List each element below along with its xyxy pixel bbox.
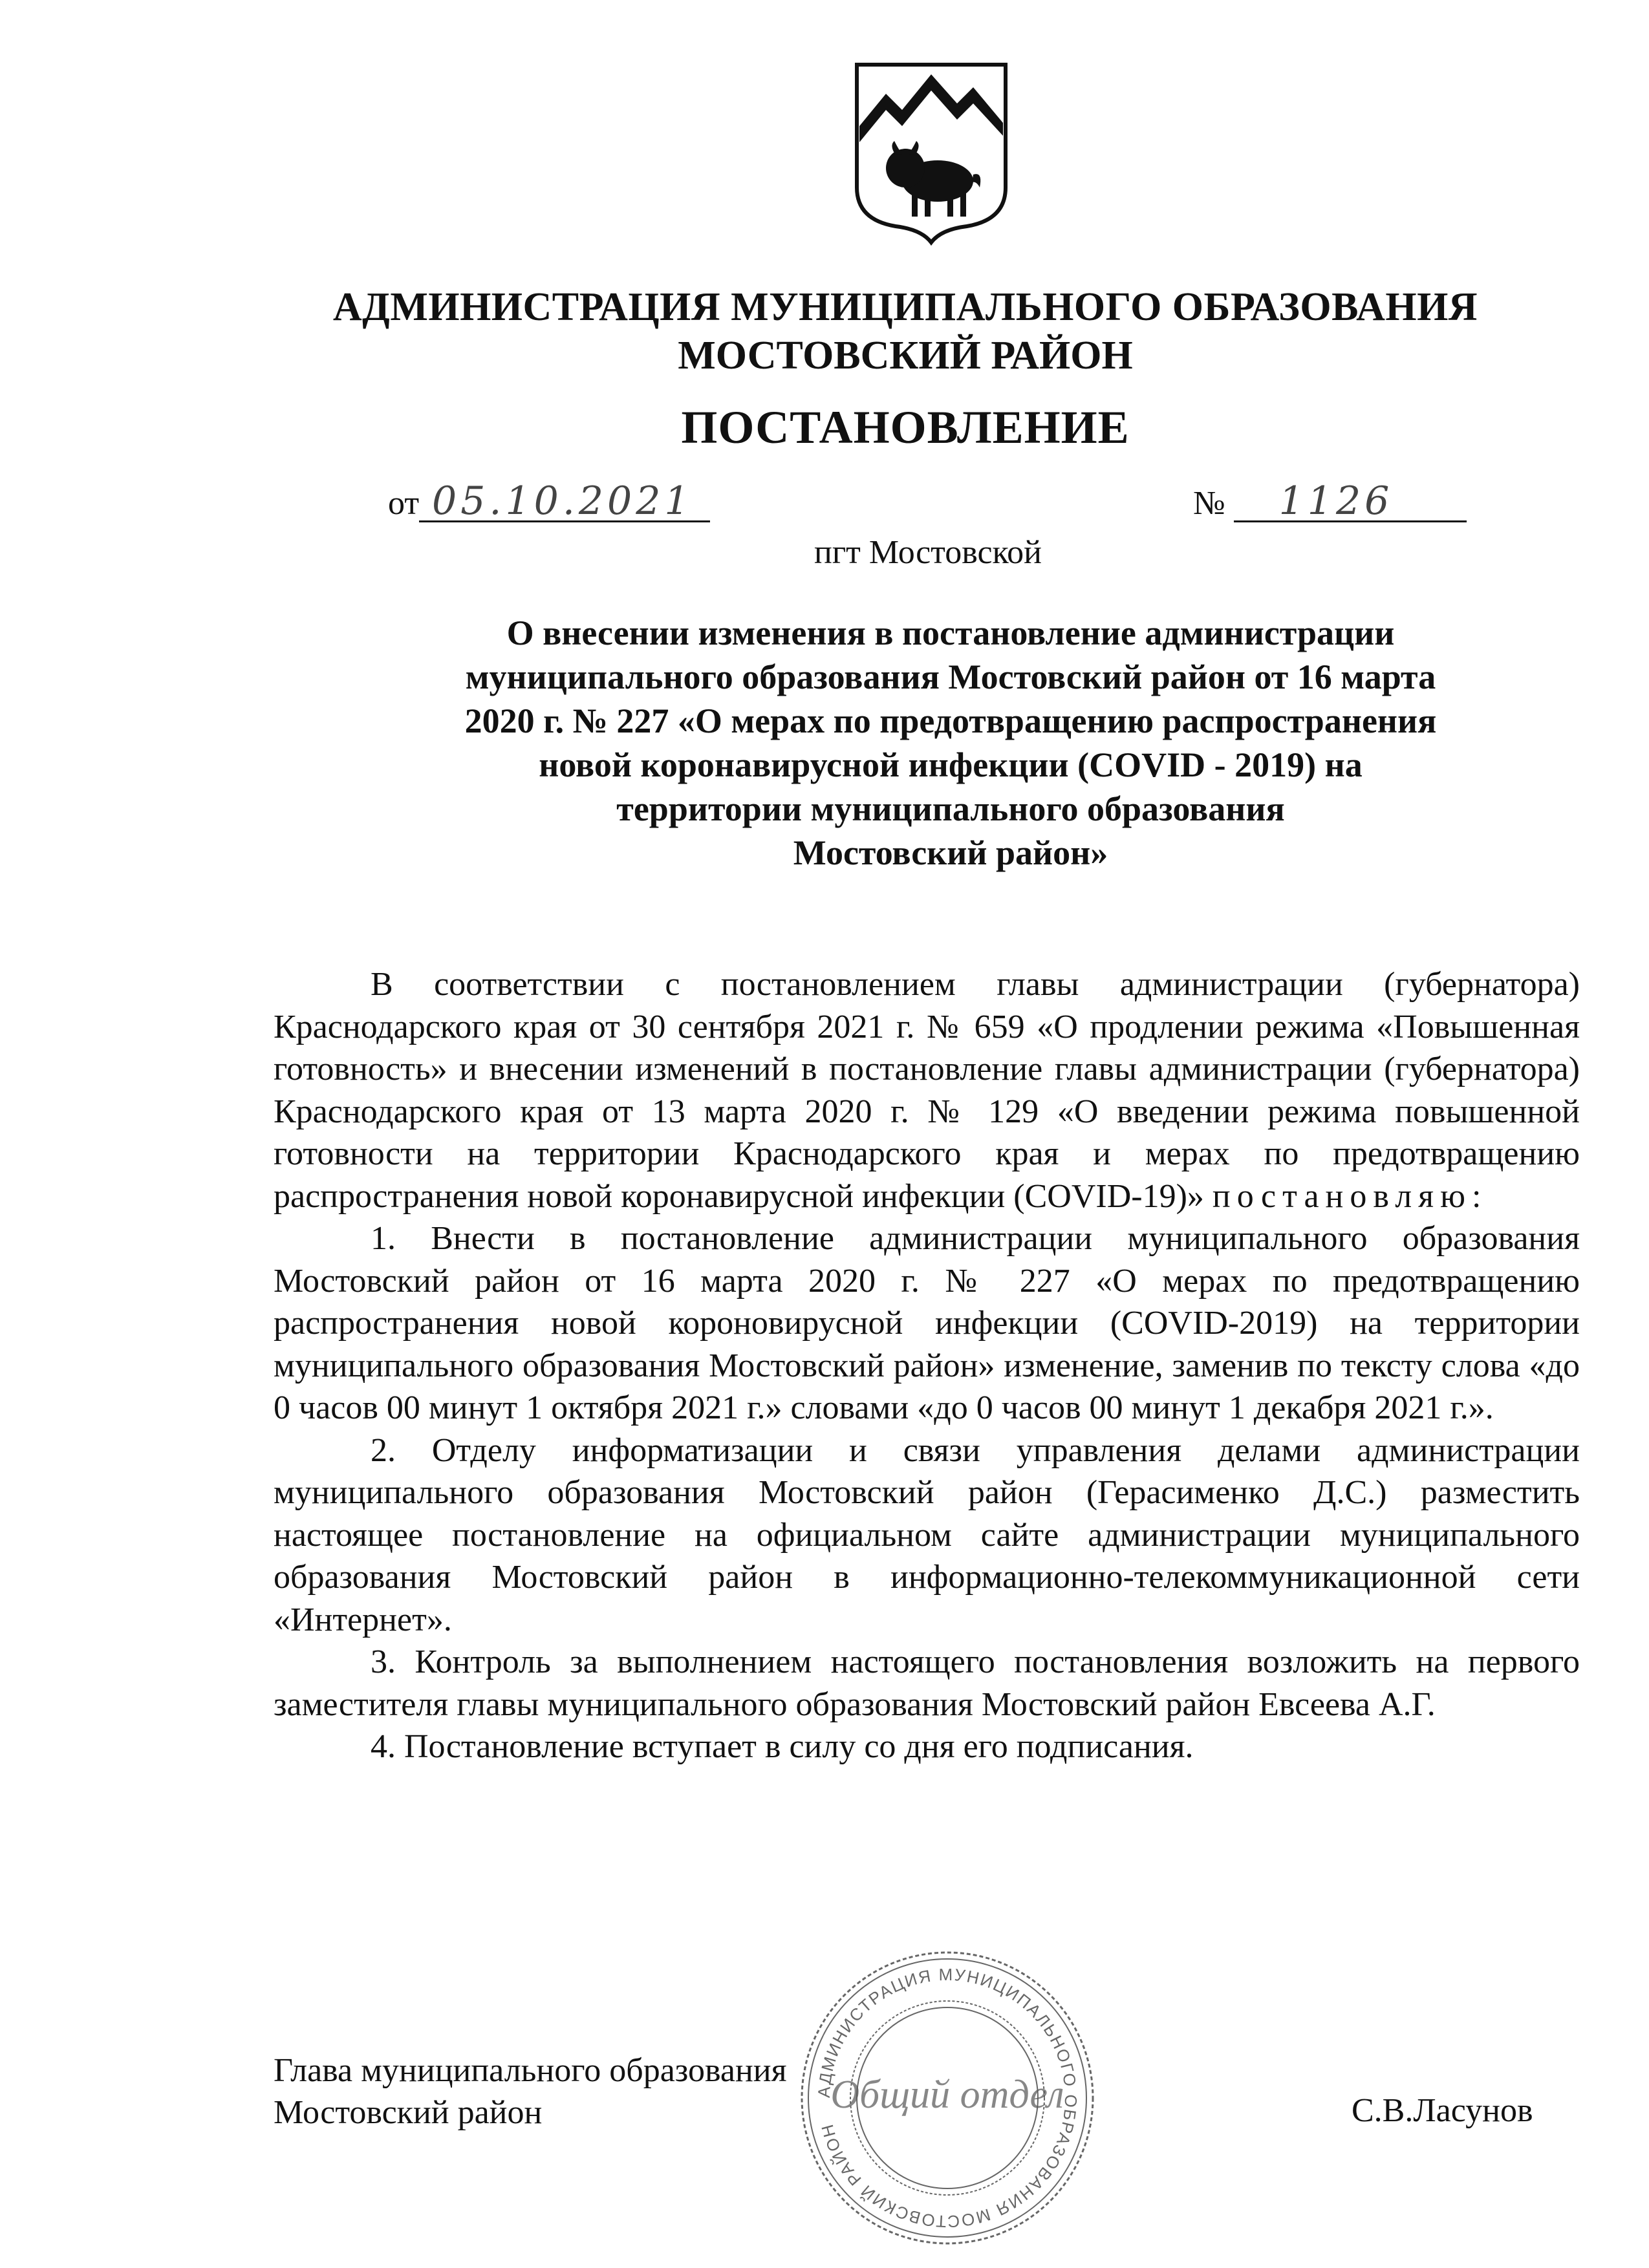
preamble-text: В соответствии с постановлением главы администрации (губернатора) Краснодарского края от 30 сентября 2021 г. № 659 «О продлении режима «Повышенная готовность» и внесении изменений в постановление главы администрации (губернатора) Краснодарского края от 13 марта 2020 г. № 129 «О введении режима повышенной готовности на территории Краснодарского края и мерах по предотвращению распространения новой коронавирусной инфекции (COVID-19)» [274,966,1580,1215]
title-line: новой коронавирусной инфекции (COVID - 2019) на [539,745,1363,784]
title-line: Мостовский район» [793,833,1108,872]
title-line: О внесении изменения в постановление администрации [506,614,1395,652]
date-handwritten-value: 05.10.2021 [419,482,710,522]
number-handwritten-value: 1126 [1234,482,1467,522]
coat-of-arms-bison-mountains-icon [850,58,1012,246]
title-line: 2020 г. № 227 «О мерах по предотвращению распространения [464,701,1437,740]
signatory-position [274,2049,787,2134]
signatory-position-line2: Мостовский район [274,2094,543,2131]
item-2-paragraph: 2. Отделу информатизации и связи управления делами администрации муниципального образования Мостовский район (Герасименко Д.С.) разместить настоящее постановление на официальном сайте администрации муниципального образования Мостовский район в информационно-телекоммуникационной сети «Интернет». [274,1431,1580,1638]
document-title [349,611,1552,875]
signatory-position-line1: Глава муниципального образования [274,2052,787,2089]
organization-name-line2: МОСТОВСКИЙ РАЙОН [678,334,1133,378]
stamp-ring-text: АДМИНИСТРАЦИЯ МУНИЦИПАЛЬНОГО ОБРАЗОВАНИЯ МОСТОВСКИЙ РАЙОН [814,1964,1081,2232]
date-line [388,478,710,524]
decree-word: постановляю: [1212,1177,1488,1215]
organization-name-line1: АДМИНИСТРАЦИЯ МУНИЦИПАЛЬНОГО ОБРАЗОВАНИЯ [332,285,1478,329]
preamble-paragraph [274,963,1580,1217]
signatory-name: С.В.Ласунов [1352,2092,1533,2129]
document-body [274,963,1580,1768]
title-line: муниципального образования Мостовский район от 16 марта [465,658,1436,696]
place-of-issue: пгт Мостовской [814,534,1042,571]
coat-of-arms-emblem [850,58,1012,246]
official-stamp [795,1946,1099,2250]
stamp-center-text: Общий отдел [830,2073,1064,2117]
number-line [1193,478,1467,524]
item-4-paragraph: 4. Постановление вступает в силу со дня его подписания. [371,1728,1194,1765]
date-prefix: от [388,485,420,522]
number-prefix: № [1193,485,1225,522]
item-1-paragraph: 1. Внести в постановление администрации муниципального образования Мостовский район от 16 марта 2020 г. № 227 «О мерах по предотвращению распространения новой короновирусной инфекции (COVID-2019) на территории муниципального образования Мостовский район» изменение, заменив по тексту слова «до 0 часов 00 минут 1 октября 2021 г.» словами «до 0 часов 00 минут 1 декабря 2021 г.». [274,1220,1580,1426]
document-type-heading: ПОСТАНОВЛЕНИЕ [681,401,1130,453]
item-3-paragraph: 3. Контроль за выполнением настоящего постановления возложить на первого заместителя главы муниципального образования Мостовский район Евсеева А.Г. [274,1643,1580,1723]
title-line: территории муниципального образования [616,789,1285,828]
round-seal-icon [795,1946,1099,2250]
